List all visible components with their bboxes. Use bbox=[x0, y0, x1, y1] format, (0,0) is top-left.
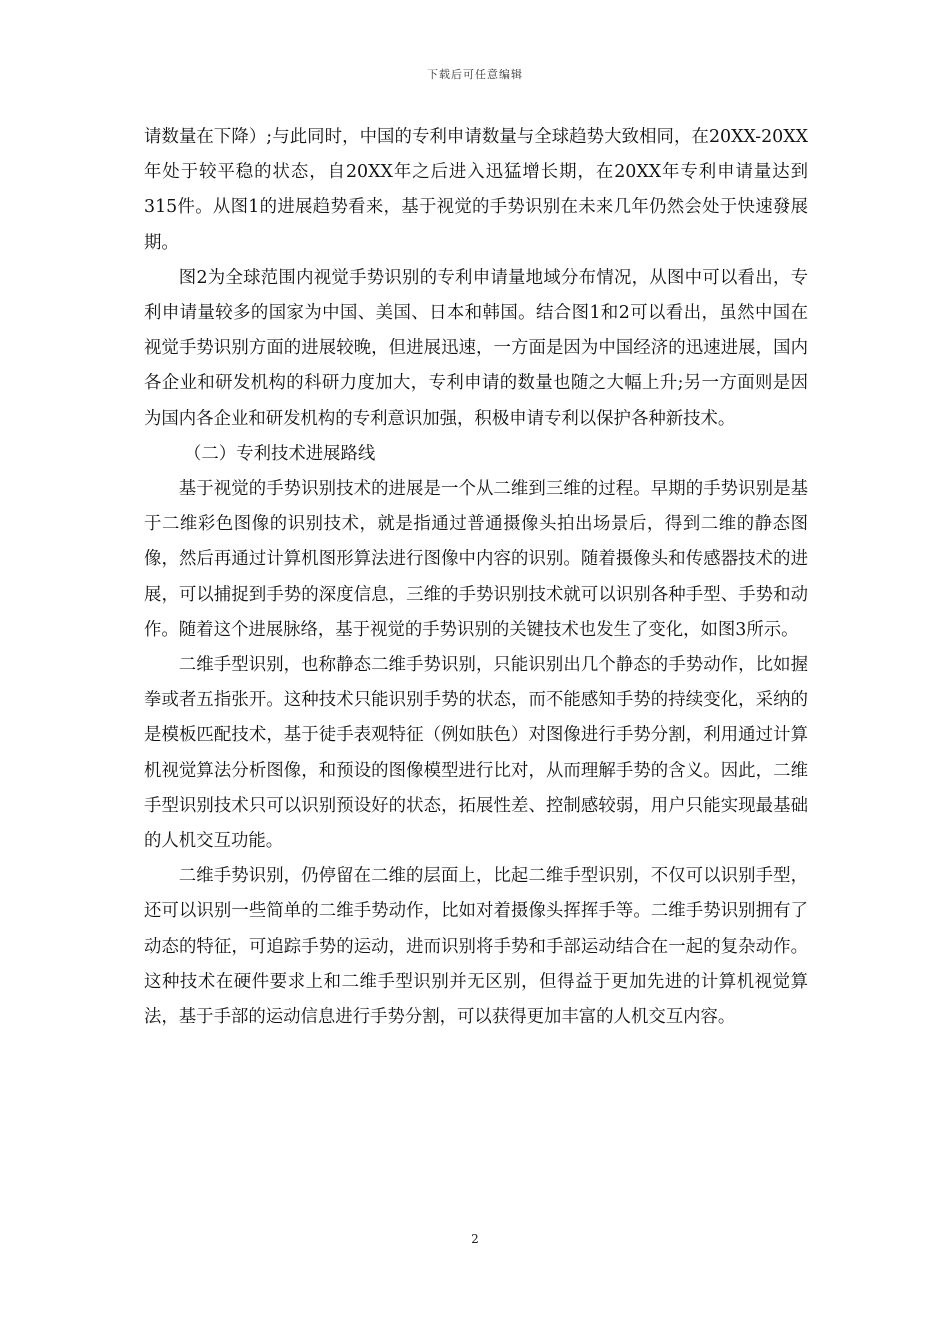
paragraph-2d-gesture: 二维手势识别，仍停留在二维的层面上，比起二维手型识别，不仅可以识别手型，还可以识别一些简单的二维手势动作，比如对着摄像头挥挥手等。二维手势识别拥有了动态的特征，可追踪手势的运动，进而识别将手势和手部运动结合在一起的复杂动作。这种技术在硬件要求上和二维手型识别并无区别，但得益于更加先进的计算机视觉算法，基于手部的运动信息进行手势分割，可以获得更加丰富的人机交互内容。 bbox=[144, 866, 808, 1028]
page-number: 2 bbox=[471, 1232, 479, 1246]
document-body bbox=[144, 120, 808, 1035]
paragraph-continuation: 请数量在下降）;与此同时，中国的专利申请数量与全球趋势大致相同，在20XX-20XX年处于较平稳的状态，自20XX年之后进入迅猛增长期，在20XX年专利申请量达到315件。从图1的进展趋势看来，基于视觉的手势识别在未来几年仍然会处于快速發展期。 bbox=[144, 127, 808, 253]
section-heading: （二）专利技术进展路线 bbox=[184, 443, 376, 464]
page-header: 下载后可任意编辑 bbox=[427, 68, 523, 81]
paragraph-technology-route: 基于视觉的手势识别技术的进展是一个从二维到三维的过程。早期的手势识别是基于二维彩色图像的识别技术，就是指通过普通摄像头拍出场景后，得到二维的静态图像，然后再通过计算机图形算法进行图像中内容的识别。随着摄像头和传感器技术的进展，可以捕捉到手势的深度信息，三维的手势识别技术就可以识别各种手型、手势和动作。随着这个进展脉络，基于视觉的手势识别的关键技术也发生了变化，如图3所示。 bbox=[144, 479, 808, 640]
paragraph-regional-distribution: 图2为全球范围内视觉手势识别的专利申请量地域分布情况，从图中可以看出，专利申请量较多的国家为中国、美国、日本和韩国。结合图1和2可以看出，虽然中国在视觉手势识别方面的进展较晚，但进展迅速，一方面是因为中国经济的迅速进展，国内各企业和研发机构的科研力度加大，专利申请的数量也随之大幅上升;另一方面则是因为国内各企业和研发机构的专利意识加强，积极申请专利以保护各种新技术。 bbox=[144, 267, 808, 429]
paragraph-2d-hand-shape: 二维手型识别，也称静态二维手势识别，只能识别出几个静态的手势动作，比如握拳或者五指张开。这种技术只能识别手势的状态，而不能感知手势的持续变化，采纳的是模板匹配技术，基于徒手表观特征（例如肤色）对图像进行手势分割，利用通过计算机视觉算法分析图像，和预设的图像模型进行比对，从而理解手势的含义。因此，二维手型识别技术只可以识别预设好的状态，拓展性差、控制感较弱，用户只能实现最基础的人机交互功能。 bbox=[144, 655, 808, 852]
